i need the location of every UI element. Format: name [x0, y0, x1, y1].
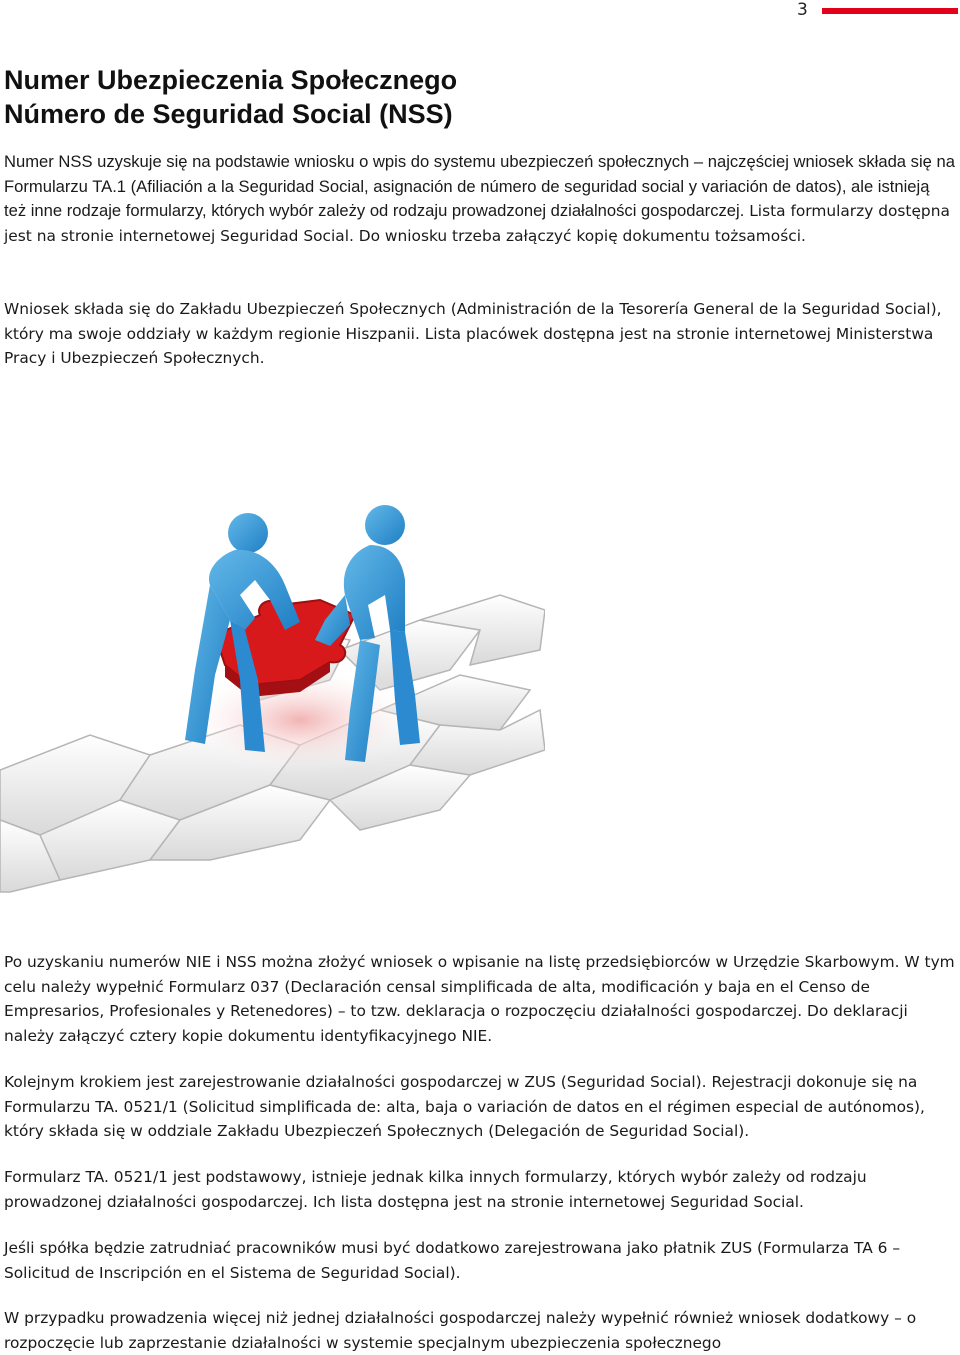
section-title-line-2: Número de Seguridad Social (NSS): [4, 99, 453, 129]
page-number: 3: [797, 0, 808, 20]
paragraph-form-ta-0521: Formularz TA. 0521/1 jest podstawowy, istnieje jednak kilka innych formularzy, których wybór zależy od rodzaju prowadzonej działalności gospodarczej. Ich lista dostępna jest na stronie internetowej Seguridad Social.: [4, 1168, 867, 1211]
paragraph-nss-application: [4, 150, 956, 248]
paragraph-multiple-activities: W przypadku prowadzenia więcej niż jednej działalności gospodarczej należy wypełnić również wniosek dodatkowy – o rozpoczęcie lub zaprzestanie działalności w systemie specjalnym ubezpieczenia społecznego: [4, 1309, 917, 1352]
paragraph-employer-registration: Jeśli spółka będzie zatrudniać pracowników musi być dodatkowo zarejestrowana jako płatnik ZUS (Formularza TA 6 – Solicitud de Inscripción en el Sistema de Seguridad Social).: [4, 1239, 901, 1282]
puzzle-illustration: [0, 500, 545, 895]
paragraph-tax-office-registration: Po uzyskaniu numerów NIE i NSS można złożyć wniosek o wpisanie na listę przedsiębiorców w Urzędzie Skarbowym. W tym celu należy wypełnić Formularz 037 (Declaración censal simplificada de alta, modificación y baja en el Censo de Empresarios, Profesionales y Retenedores) – to tzw. deklaracja o rozpoczęciu działalności gospodarczej. Do deklaracji należy załączyć cztery kopie dokumentu identyfikacyjnego NIE.: [4, 953, 955, 1045]
section-title-line-1: Numer Ubezpieczenia Społecznego: [4, 65, 458, 95]
paragraph-submission-office: Wniosek składa się do Zakładu Ubezpieczeń Społecznych (Administración de la Tesorería General de la Seguridad Social), który ma swoje oddziały w każdym regionie Hiszpanii. Lista placówek dostępna jest na stronie internetowej Ministerstwa Pracy i Ubezpieczeń Społecznych.: [4, 300, 942, 368]
header-accent-bar: [822, 8, 958, 14]
paragraph-nss-application-part2: Lista formularzy dostępna jest na stronie internetowej Seguridad Social. Do wniosku trzeba załączyć kopię dokumentu tożsamości.: [4, 202, 950, 245]
section-title: [4, 63, 457, 131]
paragraph-nss-application-part1: Numer NSS uzyskuje się na podstawie wniosku o wpis do systemu ubezpieczeń społecznych – najczęściej wniosek składa się na Formularzu TA.1 (Afiliación a la Seguridad Social, asignación de número de seguridad social y variación de datos), ale istnieją też inne rodzaje formularzy, których wybór zależy od rodzaju prowadzonej działalności gospodarczej.: [4, 152, 955, 221]
paragraph-zus-registration: Kolejnym krokiem jest zarejestrowanie działalności gospodarczej w ZUS (Seguridad Social). Rejestracji dokonuje się na Formularzu TA. 0521/1 (Solicitud simplificada de: alta, baja o variación de datos en el régimen especial de autónomos), który składa się w oddziale Zakładu Ubezpieczeń Społecznych (Delegación de Seguridad Social).: [4, 1073, 925, 1141]
